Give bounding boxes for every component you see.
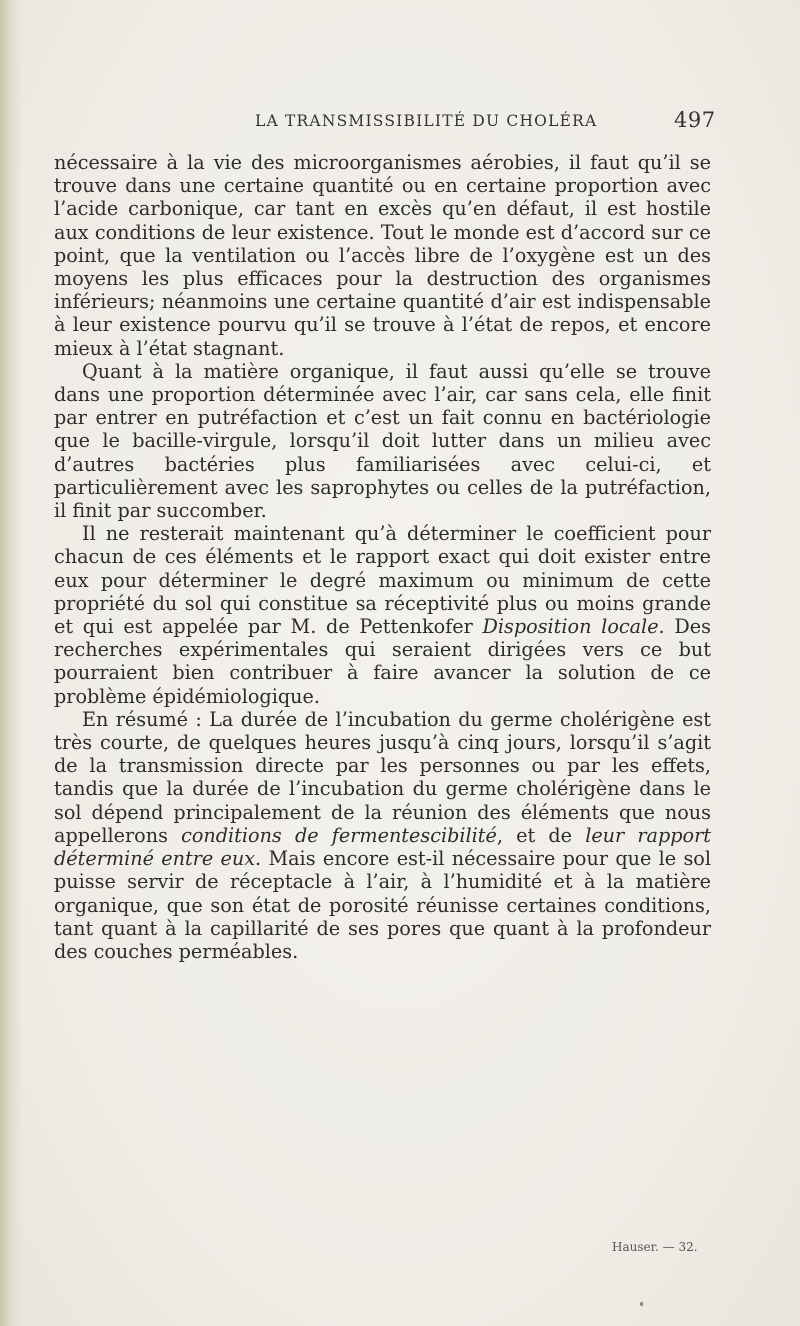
- ink-speck: [640, 1302, 643, 1306]
- paragraph-1-text: nécessaire à la vie des microorganismes aérobies, il faut qu’il se trouve dans une certaine quantité ou en certaine proportion avec l’acide carbonique, car tant en excès qu’en défaut, il est hostile aux conditions de leur existence. Tout le monde est d’accord sur ce point, que la ventilation ou l’accès libre de l’oxygène est un des moyens les plus efficaces pour la destruction des organismes inférieurs; néanmoins une certaine quantité d’air est indispensable à leur existence pourvu qu’il se trouve à l’état de repos, et encore mieux à l’état stagnant.: [54, 151, 711, 360]
- paragraph-3: [54, 522, 711, 708]
- italic-term-conditions: conditions de fermentescibilité: [181, 823, 497, 847]
- page-edge: [0, 0, 22, 1326]
- paragraph-2: [54, 360, 711, 522]
- page-header: [0, 108, 800, 138]
- paragraph-4-text-b: , et de: [496, 823, 586, 847]
- paragraph-4-text-c: . Mais encore est-il nécessaire pour que le sol puisse servir de réceptacle à l’air, à l’humidité et à la matière organique, que son état de porosité réunisse certaines conditions, tant quant à la capillarité de ses pores que quant à la profondeur des couches perméables.: [54, 847, 711, 963]
- signature-mark: Hauser. — 32.: [612, 1240, 698, 1254]
- paragraph-3-text-b: . Des recherches expérimentales qui seraient dirigées vers ce but pourraient bien contribuer à faire avancer la solution de ce problème épidémiologique.: [54, 615, 711, 708]
- paragraph-4: [54, 708, 711, 963]
- italic-term-rapport: leur rapport déterminé entre eux: [54, 823, 711, 871]
- paragraph-2-text: Quant à la matière organique, il faut aussi qu’elle se trouve dans une proportion déterminée avec l’air, car sans cela, elle finit par entrer en putréfaction et c’est un fait connu en bactériologie que le bacille-virgule, lorsqu’il doit lutter dans un milieu avec d’autres bactéries plus familiarisées avec celui-ci, et particulièrement avec les saprophytes ou celles de la putréfaction, il finit par succomber.: [54, 359, 711, 523]
- italic-term-disposition-locale: Disposition locale: [482, 615, 659, 639]
- running-title: LA TRANSMISSIBILITÉ DU CHOLÉRA: [255, 112, 598, 130]
- text-body: [54, 151, 711, 963]
- paragraph-3-text-a: Il ne resterait maintenant qu’à déterminer le coefficient pour chacun de ces éléments et le rapport exact qui doit exister entre eux pour déterminer le degré maximum ou minimum de cette propriété du sol qui constitue sa réceptivité plus ou moins grande et qui est appelée par M. de Pettenkofer: [54, 522, 711, 639]
- paragraph-1: [54, 151, 711, 360]
- paragraph-4-text-a: En résumé : La durée de l’incubation du germe cholérigène est très courte, de quelques heures jusqu’à cinq jours, lorsqu’il s’agit de la transmission directe par les personnes ou par les effets, tandis que la durée de l’incubation du germe cholérigène dans le sol dépend principalement de la réunion des éléments que nous appellerons: [54, 707, 711, 847]
- page-number: 497: [674, 108, 716, 132]
